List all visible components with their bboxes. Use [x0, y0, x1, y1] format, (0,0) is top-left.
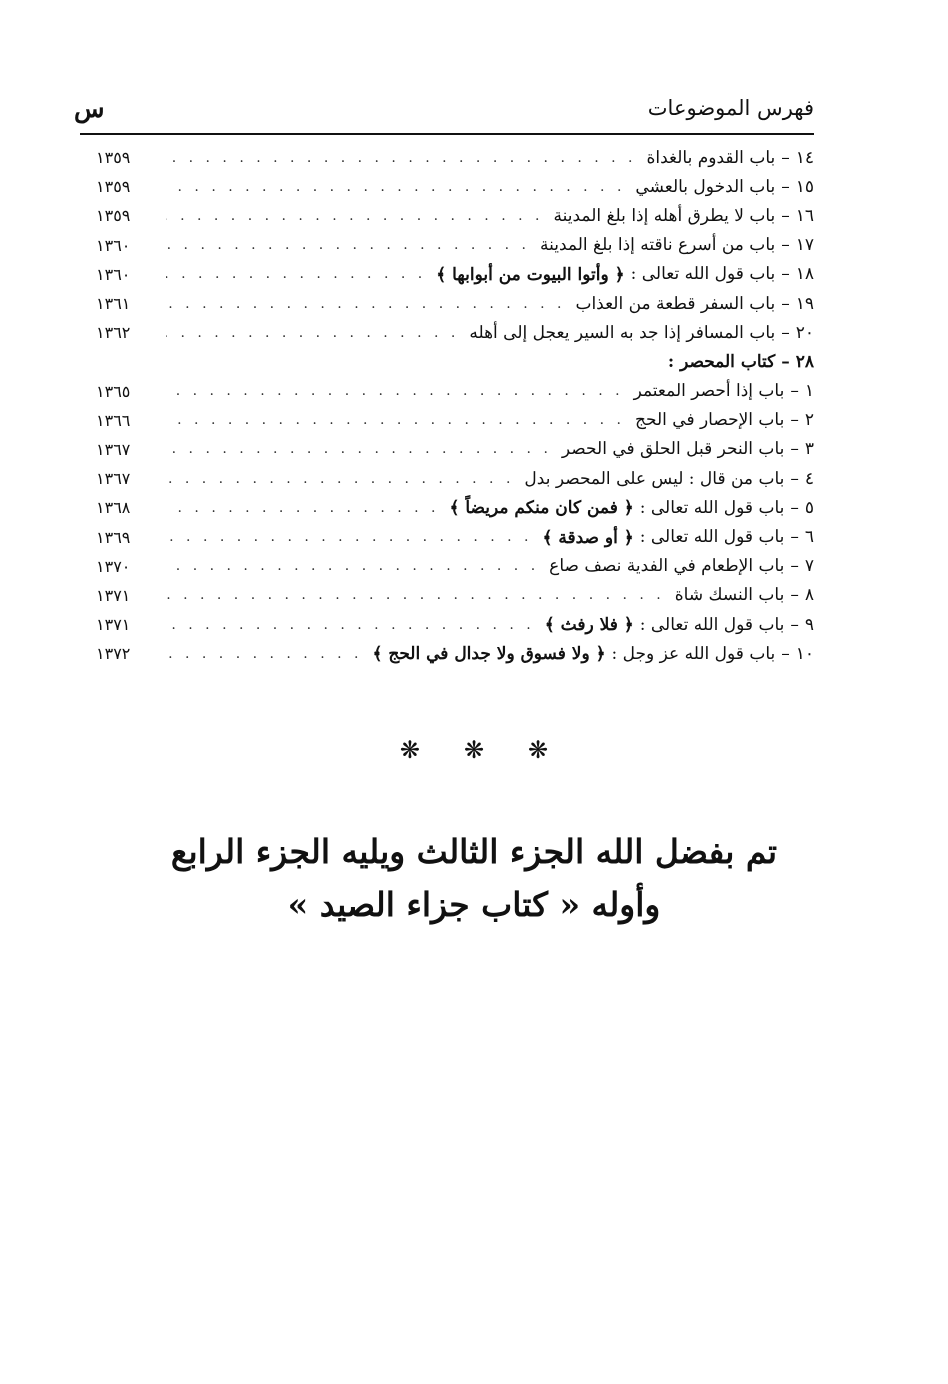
- toc-entry-page-number: ١٣٥٩: [96, 206, 131, 226]
- toc-entry-label: باب من قال : ليس على المحصر بدل: [524, 468, 785, 489]
- toc-entry-dash: –: [790, 439, 799, 460]
- toc-entry-page-number: ١٣٥٩: [96, 177, 131, 197]
- toc-dot-leader: [166, 208, 543, 224]
- toc-entry-page-number: ١٣٦٠: [96, 235, 131, 255]
- toc-entry-page-number: ١٣٦٥: [96, 381, 131, 401]
- toc-entry-dash: –: [790, 410, 799, 431]
- toc-entry-label: باب قول الله تعالى :: [639, 527, 785, 548]
- toc-entry-quran-quote: ﴿ وأتوا البيوت من أبوابها ﴾: [436, 264, 625, 285]
- toc-entry-label: باب السفر قطعة من العذاب: [575, 293, 776, 314]
- toc-entry: [96, 289, 814, 318]
- ornament-star-icon: ❋: [463, 736, 485, 764]
- toc-entry-dash: –: [781, 235, 790, 256]
- toc-entry-page-number: ١٣٦٨: [96, 498, 131, 518]
- toc-entry-page-number: ١٣٦٧: [96, 469, 131, 489]
- toc-entry-dash: –: [781, 293, 790, 314]
- toc-entry-dash: –: [781, 205, 790, 226]
- closing-line-2: وأوله « كتاب جزاء الصيد »: [287, 885, 661, 924]
- toc-entry-page-number: ١٣٥٩: [96, 148, 131, 168]
- toc-entry-number: ٦: [804, 527, 814, 548]
- toc-entry-page-number: ١٣٧١: [96, 585, 131, 605]
- toc-entry-number: ١٩: [795, 293, 814, 314]
- toc-entry-label: كتاب المحصر :: [667, 351, 776, 372]
- toc-entry-number: ١٦: [795, 205, 814, 226]
- toc-dot-leader: [166, 383, 624, 399]
- toc-entry-label: باب النسك شاة: [674, 585, 785, 606]
- toc-entry-page-number: ١٣٦٩: [96, 527, 131, 547]
- toc-entry: [96, 318, 814, 347]
- toc-entry-number: ١: [804, 381, 814, 402]
- toc-entry-page-number: ١٣٧١: [96, 615, 131, 635]
- toc-entry-page-number: ١٣٦٦: [96, 410, 131, 430]
- toc-entry-label: باب لا يطرق أهله إذا بلغ المدينة: [553, 205, 776, 226]
- toc-entry-number: ٧: [804, 556, 814, 577]
- toc-entry: [96, 581, 814, 610]
- toc-dot-leader: [166, 412, 625, 428]
- toc-entry-page-number: ١٣٧٠: [96, 556, 131, 576]
- toc-entry-label: باب القدوم بالغداة: [646, 147, 776, 168]
- ornament-star-icon: ❋: [528, 736, 549, 764]
- toc-entry-quran-quote: ﴿ فلا رفث ﴾: [544, 615, 634, 636]
- toc-entry-quran-quote: ﴿ أو صدقة ﴾: [542, 527, 634, 548]
- toc-entry: [96, 639, 814, 668]
- toc-dot-leader: [166, 500, 439, 516]
- toc-dot-leader: [166, 296, 565, 312]
- toc-dot-leader: [166, 646, 362, 662]
- toc-entry-number: ٢: [804, 410, 814, 431]
- toc-dot-leader: [166, 441, 552, 457]
- closing-line-1: تم بفضل الله الجزء الثالث ويليه الجزء الرابع: [170, 832, 778, 871]
- toc-dot-leader: [166, 529, 533, 545]
- toc-entry: [96, 406, 814, 435]
- toc-entry-label: باب قول الله عز وجل :: [611, 643, 776, 664]
- toc-entry-label: باب إذا أحصر المعتمر: [633, 381, 785, 402]
- toc-entry-dash: –: [781, 264, 790, 285]
- toc-entry-dash: –: [790, 614, 799, 635]
- toc-dot-leader: [166, 617, 535, 633]
- toc-entry: [96, 201, 814, 230]
- toc-entry: [96, 493, 814, 522]
- toc-entry: [96, 464, 814, 493]
- toc-entry-dash: –: [781, 322, 790, 343]
- toc-entry: [96, 143, 814, 172]
- toc-entry: [96, 231, 814, 260]
- toc-dot-leader: [166, 587, 665, 603]
- toc-entry-dash: –: [781, 643, 790, 664]
- toc-entry-number: ٣: [804, 439, 814, 460]
- toc-entry-dash: –: [781, 176, 790, 197]
- toc-entry-number: ١٨: [795, 264, 814, 285]
- toc-entry: [96, 172, 814, 201]
- toc-entry-page-number: ١٣٦٢: [96, 323, 131, 343]
- toc-entry-number: ٤: [804, 468, 814, 489]
- toc-entry-dash: –: [790, 527, 799, 548]
- toc-entry-number: ٨: [804, 585, 814, 606]
- toc-entry-quran-quote: ﴿ فمن كان منكم مريضاً ﴾: [449, 498, 634, 519]
- toc-entry-page-number: ١٣٦٠: [96, 264, 131, 284]
- toc-entry-number: ١٥: [795, 176, 814, 197]
- toc-entry-label: باب الإحصار في الحج: [635, 410, 785, 431]
- toc-entry-number: ٩: [804, 614, 814, 635]
- toc-entry: [96, 522, 814, 551]
- toc-entry-label: باب من أسرع ناقته إذا بلغ المدينة: [540, 235, 776, 256]
- toc-dot-leader: [166, 325, 459, 341]
- toc-entry-dash: –: [790, 585, 799, 606]
- toc-entry-number: ١٧: [795, 235, 814, 256]
- toc-entry-label: باب قول الله تعالى :: [639, 614, 785, 635]
- toc-entry: [96, 610, 814, 639]
- ornament-star-icon: ❋: [399, 736, 420, 764]
- toc-entry-quran-quote: ﴿ ولا فسوق ولا جدال في الحج ﴾: [372, 644, 606, 665]
- toc-dot-leader: [166, 266, 426, 282]
- header-rule: [80, 133, 814, 135]
- running-header-title: فهرس الموضوعات: [647, 96, 814, 120]
- toc-dot-leader: [166, 237, 530, 253]
- toc-entry-number: ٥: [804, 497, 814, 518]
- toc-entry-number: ٢٨: [795, 351, 814, 372]
- toc-entry-dash: –: [790, 468, 799, 489]
- ornament-divider: [0, 736, 948, 764]
- toc-entry-page-number: ١٣٦١: [96, 294, 131, 314]
- toc-entry-label: باب المسافر إذا جد به السير يعجل إلى أهله: [469, 322, 776, 343]
- toc-entry-label: باب النحر قبل الحلق في الحصر: [561, 439, 785, 460]
- table-of-contents: [96, 143, 814, 668]
- toc-dot-leader: [166, 150, 637, 166]
- toc-entry: [96, 552, 814, 581]
- toc-dot-leader: [166, 179, 625, 195]
- toc-entry-dash: –: [790, 381, 799, 402]
- toc-entry: [96, 377, 814, 406]
- toc-entry-label: باب قول الله تعالى :: [639, 497, 785, 518]
- toc-entry-dash: –: [790, 556, 799, 577]
- toc-entry-label: باب الدخول بالعشي: [635, 176, 776, 197]
- toc-entry-dash: –: [781, 147, 790, 168]
- page-number-letter: س: [74, 94, 105, 123]
- toc-entry-page-number: ١٣٧٢: [96, 644, 131, 664]
- toc-entry-label: باب الإطعام في الفدية نصف صاع: [549, 556, 785, 577]
- toc-section-heading: [96, 347, 814, 376]
- toc-entry-number: ١٤: [795, 147, 814, 168]
- toc-entry-number: ١٠: [795, 643, 814, 664]
- toc-entry: [96, 260, 814, 289]
- toc-entry-dash: –: [790, 497, 799, 518]
- toc-entry-number: ٢٠: [795, 322, 814, 343]
- toc-dot-leader: [166, 558, 539, 574]
- toc-dot-leader: [166, 471, 514, 487]
- toc-entry: [96, 435, 814, 464]
- toc-entry-label: باب قول الله تعالى :: [630, 264, 776, 285]
- toc-entry-dash: –: [781, 351, 790, 372]
- toc-entry-page-number: ١٣٦٧: [96, 439, 131, 459]
